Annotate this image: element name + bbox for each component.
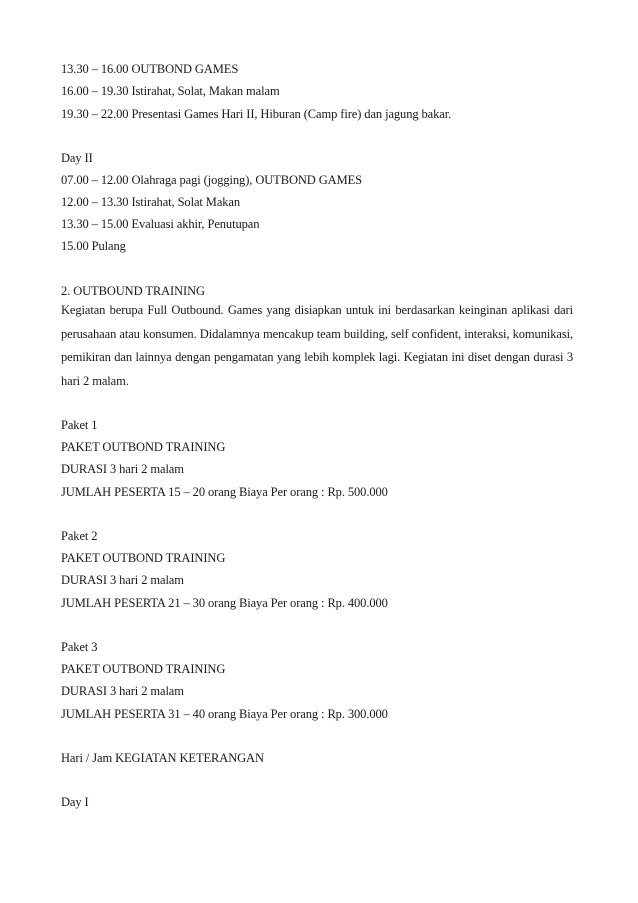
package-participants: JUMLAH PESERTA 31 – 40 orang Biaya Per orang : Rp. 300.000 [61,707,388,721]
package-participants: JUMLAH PESERTA 21 – 30 orang Biaya Per orang : Rp. 400.000 [61,596,388,610]
section-paragraph: Kegiatan berupa Full Outbound. Games yang disiapkan untuk ini berdasarkan keinginan aplikasi dari perusahaan atau konsumen. Didalamnya mencakup team building, self confident, interaksi, komunikasi, pemikiran dan lainnya dengan pengamatan yang lebih komplek lagi. Kegiatan ini diset dengan durasi 3 hari 2 malam. [61,303,573,388]
day-heading: Day I [61,795,89,809]
package-duration: DURASI 3 hari 2 malam [61,462,184,476]
schedule-line: 19.30 – 22.00 Presentasi Games Hari II, Hiburan (Camp fire) dan jagung bakar. [61,107,452,121]
day-heading: Day II [61,151,93,165]
package-duration: DURASI 3 hari 2 malam [61,684,184,698]
schedule-line: 16.00 – 19.30 Istirahat, Solat, Makan malam [61,84,280,98]
package-title: PAKET OUTBOND TRAINING [61,440,226,454]
package-name: Paket 3 [61,640,98,654]
section-heading: 2. OUTBOUND TRAINING [61,284,205,298]
table-header: Hari / Jam KEGIATAN KETERANGAN [61,751,264,765]
schedule-line: 12.00 – 13.30 Istirahat, Solat Makan [61,195,241,209]
package-name: Paket 1 [61,418,98,432]
package-title: PAKET OUTBOND TRAINING [61,662,226,676]
package-participants: JUMLAH PESERTA 15 – 20 orang Biaya Per orang : Rp. 500.000 [61,485,388,499]
schedule-line: 13.30 – 15.00 Evaluasi akhir, Penutupan [61,217,260,231]
package-title: PAKET OUTBOND TRAINING [61,551,226,565]
schedule-line: 15.00 Pulang [61,239,126,253]
package-duration: DURASI 3 hari 2 malam [61,573,184,587]
schedule-line: 13.30 – 16.00 OUTBOND GAMES [61,62,239,76]
package-name: Paket 2 [61,529,98,543]
schedule-line: 07.00 – 12.00 Olahraga pagi (jogging), OUTBOND GAMES [61,173,363,187]
